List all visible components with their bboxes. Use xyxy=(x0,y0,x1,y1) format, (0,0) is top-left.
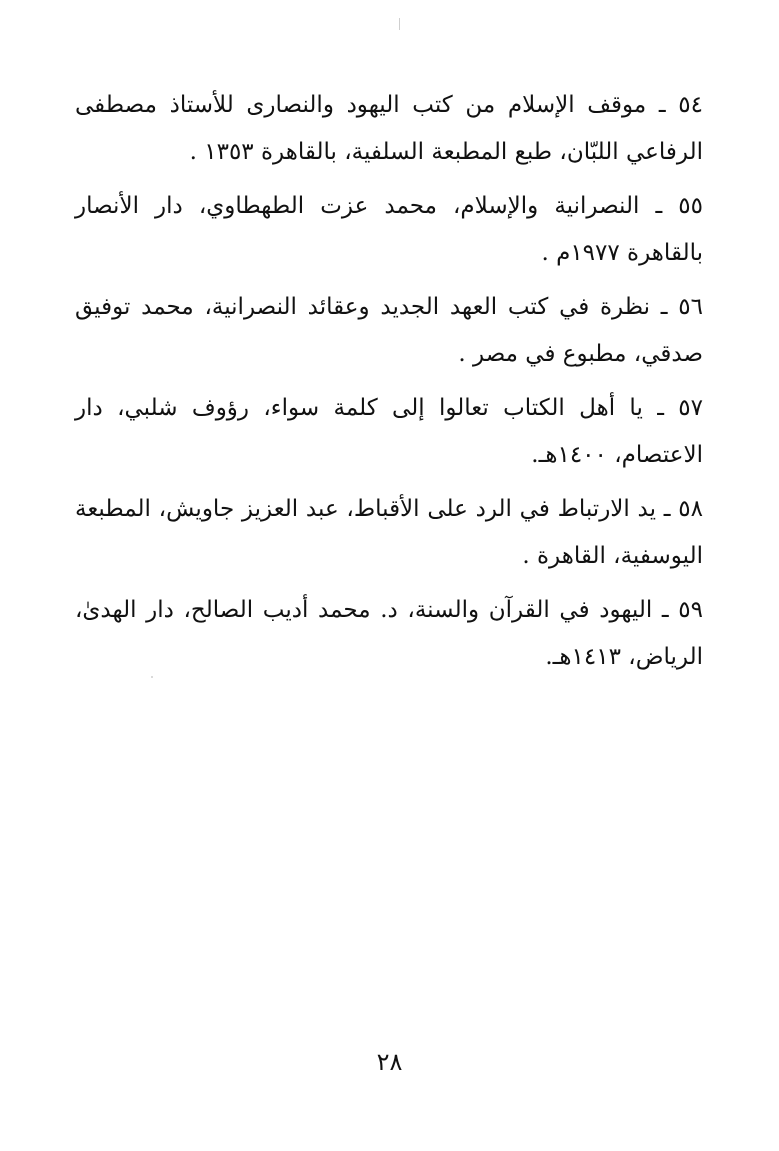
page-number: ٢٨ xyxy=(376,1048,403,1076)
bibliography-entry-57: ٥٧ ـ يا أهل الكتاب تعالوا إلى كلمة سواء، رؤوف شلبي، دار الاعتصام، ١٤٠٠هـ. xyxy=(75,395,703,468)
bibliography-entry-56: ٥٦ ـ نظرة في كتب العهد الجديد وعقائد النصرانية، محمد توفيق صدقي، مطبوع في مصر . xyxy=(75,294,703,367)
scan-artifact-top xyxy=(399,18,400,30)
bibliography-entry-55: ٥٥ ـ النصرانية والإسلام، محمد عزت الطهطاوي، دار الأنصار بالقاهرة ١٩٧٧م . xyxy=(75,193,703,266)
bibliography-entry-58: ٥٨ ـ يد الارتباط في الرد على الأقباط، عبد العزيز جاويش، المطبعة اليوسفية، القاهرة . xyxy=(75,496,703,569)
bibliography-entry-59: ٥٩ ـ اليهود في القرآن والسنة، د. محمد أديب الصالح، دار الهدىٰ، الرياض، ١٤١٣هـ. xyxy=(75,597,703,670)
bibliography-list xyxy=(75,82,703,688)
bibliography-entry-54: ٥٤ ـ موقف الإسلام من كتب اليهود والنصارى للأستاذ مصطفى الرفاعي اللبّان، طبع المطبعة السلفية، بالقاهرة ١٣٥٣ . xyxy=(75,92,703,165)
